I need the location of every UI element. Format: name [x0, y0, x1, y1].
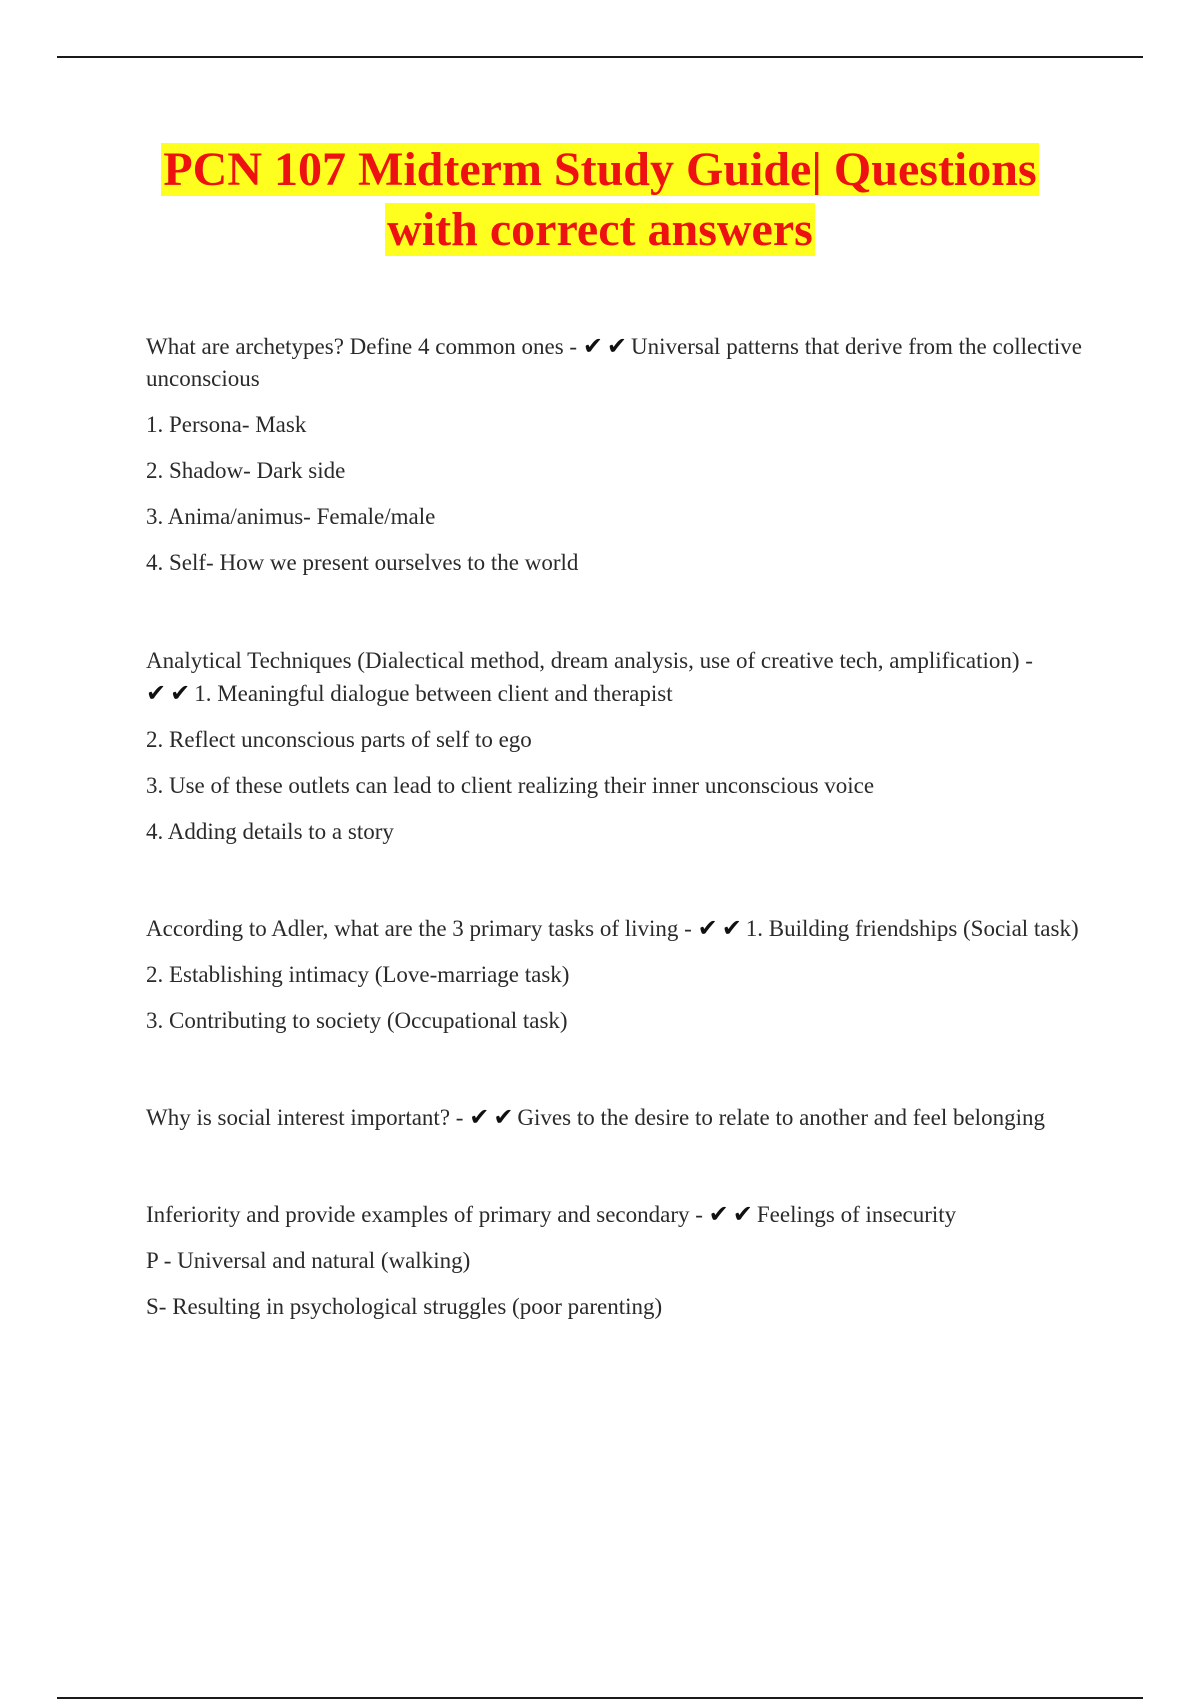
list-item: 2. Establishing intimacy (Love-marriage task) [146, 962, 570, 987]
double-check-icon: ✔✔ [582, 332, 632, 360]
qa-block [146, 1101, 1086, 1134]
title-line-1: PCN 107 Midterm Study Guide| Questions [163, 143, 1037, 196]
list-item: 3. Anima/animus- Female/male [146, 504, 436, 529]
question-answer [146, 1101, 1086, 1134]
study-guide-content [146, 330, 1086, 1387]
qa-block [146, 330, 1086, 579]
top-rule [57, 56, 1143, 58]
list-item: S- Resulting in psychological struggles (poor parenting) [146, 1294, 663, 1319]
answer-text: 1. Building friendships (Social task) [745, 916, 1079, 941]
question-text: Why is social interest important? - [146, 1105, 470, 1130]
question-text: According to Adler, what are the 3 primary tasks of living - [146, 916, 698, 941]
double-check-icon: ✔✔ [708, 1200, 757, 1228]
page-title [0, 140, 1200, 260]
double-check-icon: ✔✔ [146, 679, 195, 707]
double-check-icon: ✔✔ [697, 914, 746, 942]
answer-text: Feelings of insecurity [756, 1202, 957, 1227]
question-answer [146, 1198, 1086, 1231]
question-answer [146, 645, 1086, 710]
list-item: 4. Adding details to a story [146, 819, 394, 844]
bottom-rule [57, 1697, 1143, 1699]
qa-block [146, 645, 1086, 848]
question-text: What are archetypes? Define 4 common ones - [146, 334, 583, 359]
list-item: 2. Shadow- Dark side [146, 458, 346, 483]
list-item: 3. Contributing to society (Occupational task) [146, 1008, 568, 1033]
answer-text: Universal patterns that derive from the collective unconscious [146, 334, 1082, 391]
double-check-icon: ✔✔ [469, 1103, 518, 1131]
question-text: Analytical Techniques (Dialectical method, dream analysis, use of creative tech, amplification) - [146, 648, 1033, 673]
question-answer [146, 912, 1086, 945]
answer-text: Gives to the desire to relate to another and feel belonging [517, 1105, 1045, 1130]
qa-block [146, 912, 1086, 1037]
title-line-2: with correct answers [387, 203, 813, 256]
qa-block [146, 1198, 1086, 1323]
list-item: 2. Reflect unconscious parts of self to ego [146, 727, 532, 752]
list-item: P - Universal and natural (walking) [146, 1248, 471, 1273]
list-item: 3. Use of these outlets can lead to client realizing their inner unconscious voice [146, 773, 875, 798]
list-item: 1. Persona- Mask [146, 412, 307, 437]
question-answer [146, 330, 1086, 395]
answer-text: 1. Meaningful dialogue between client and therapist [194, 681, 673, 706]
question-text: Inferiority and provide examples of primary and secondary - [146, 1202, 709, 1227]
list-item: 4. Self- How we present ourselves to the world [146, 550, 579, 575]
